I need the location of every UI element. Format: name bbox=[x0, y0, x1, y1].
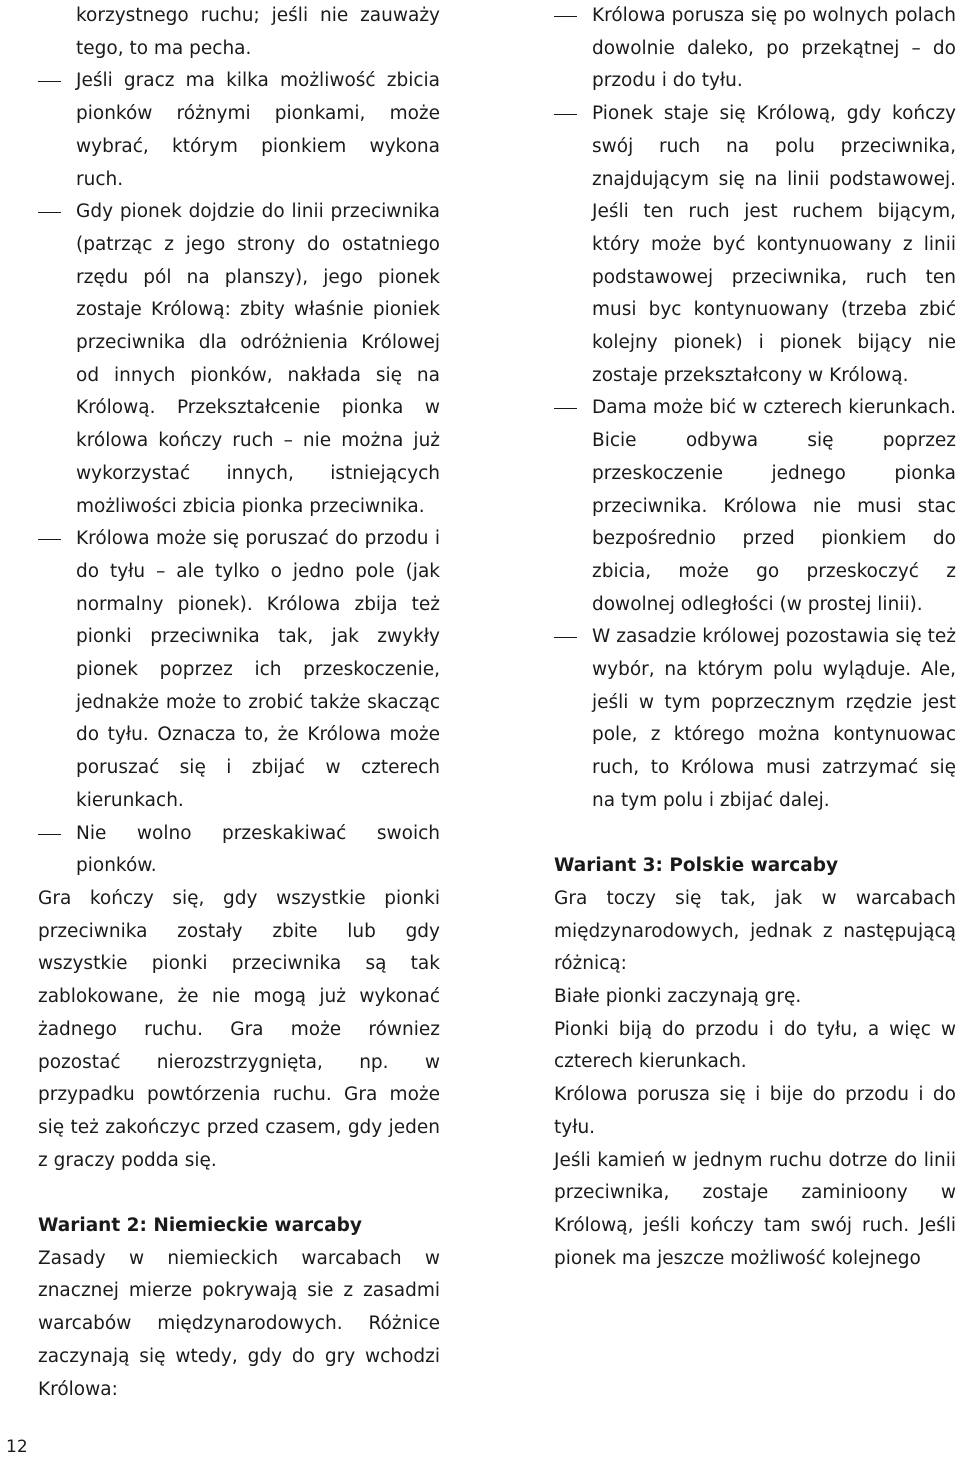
game-end-paragraph: Gra kończy się, gdy wszystkie pionki przeciwnika zostały zbite lub gdy wszystkie pionki przeciwnika są tak zablokowane, że nie mogą już wykonać żadnego ruchu. Gra może równiez pozostać nierozstrzygnięta, np. w przypadku powtórzenia ruchu. Gra może się też zakończyc przed czasem, gdy jeden z graczy podda się. bbox=[38, 887, 440, 1171]
variant-3-paragraph-3: Pionki biją do przodu i do tyłu, a więc w czterech kierunkach. bbox=[554, 1018, 956, 1073]
page-number: 12 bbox=[6, 1437, 28, 1457]
variant-3-paragraph-1: Gra toczy się tak, jak w warcabach międzynarodowych, jednak z następującą różnicą: bbox=[554, 887, 956, 975]
variant-2-heading: Wariant 2: Niemieckie warcaby bbox=[38, 1215, 362, 1236]
spacer bbox=[554, 818, 956, 851]
variant-3-paragraph-4: Królowa porusza się i bije do przodu i do tyłu. bbox=[554, 1084, 956, 1138]
queen-rule-item-1: Królowa porusza się po wolnych polach dowolnie daleko, po przekątnej – do przodu i do tyłu. bbox=[554, 0, 956, 98]
spacer bbox=[38, 1177, 440, 1210]
rule-item-4: Nie wolno przeskakiwać swoich pionków. bbox=[38, 818, 440, 883]
variant-2-text: Zasady w niemieckich warcabach w znacznej mierze pokrywają sie z zasadmi warcabów międzynarodowych. Różnice zaczynają się wtedy, gdy do gry wchodzi Królowa: bbox=[38, 1247, 440, 1400]
continued-item-text: korzystnego ruchu; jeśli nie zauważy tego, to ma pecha. bbox=[76, 5, 440, 59]
left-column bbox=[38, 0, 440, 1406]
rule-item-1: Jeśli gracz ma kilka możliwość zbicia pionków różnymi pionkami, może wybrać, którym pionkiem wykona ruch. bbox=[38, 65, 440, 196]
queen-rule-item-2: Pionek staje się Królową, gdy kończy swój ruch na polu przeciwnika, znajdującym się na linii podstawowej. Jeśli ten ruch jest ruchem bijącym, który może być kontynuowany z linii podstawowej przeciwnika, ruch ten musi byc kontynuowany (trzeba zbić kolejny pionek) i pionek bijący nie zostaje przekształcony w Królową. bbox=[554, 98, 956, 392]
queen-rule-item-4: W zasadzie królowej pozostawia się też wybór, na którym polu wyląduje. Ale, jeśli w tym poprzecznym rzędzie jest pole, z którego można kontynuowac ruch, to Królowa musi zatrzymać się na tym polu i zbijać dalej. bbox=[554, 621, 956, 817]
variant-3-paragraph-5: Jeśli kamień w jednym ruchu dotrze do linii przeciwnika, zostaje zaminioony w Królową, jeśli kończy tam swój ruch. Jeśli pionek ma jeszcze możliwość kolejnego bbox=[554, 1149, 956, 1269]
rule-item-2: Gdy pionek dojdzie do linii przeciwnika (patrząc z jego strony do ostatniego rzędu pól na planszy), jego pionek zostaje Królową: zbity właśnie pioniek przeciwnika dla odróżnienia Królowej od innych pionków, nakłada się na Królową. Przekształcenie pionka w królowa kończy ruch – nie można już wykorzystać innych, istniejących możliwości zbicia pionka przeciwnika. bbox=[38, 196, 440, 523]
right-column bbox=[554, 0, 956, 1275]
variant-3-paragraph-2: Białe pionki zaczynają grę. bbox=[554, 986, 802, 1008]
rule-item-3: Królowa może się poruszać do przodu i do tyłu – ale tylko o jedno pole (jak normalny pionek). Królowa zbija też pionki przeciwnika tak, jak zwykły pionek poprzez ich przeskoczenie, jednakże może to zrobić także skacząc do tyłu. Oznacza to, że Królowa może poruszać się i zbijać w czterech kierunkach. bbox=[38, 523, 440, 817]
variant-3-heading: Wariant 3: Polskie warcaby bbox=[554, 855, 839, 877]
queen-rule-item-3: Dama może bić w czterech kierunkach. Bicie odbywa się poprzez przeskoczenie jednego pionka przeciwnika. Królowa nie musi stac bezpośrednio przed pionkiem do zbicia, może go przeskoczyć z dowolnej odległości (w prostej linii). bbox=[554, 392, 956, 621]
